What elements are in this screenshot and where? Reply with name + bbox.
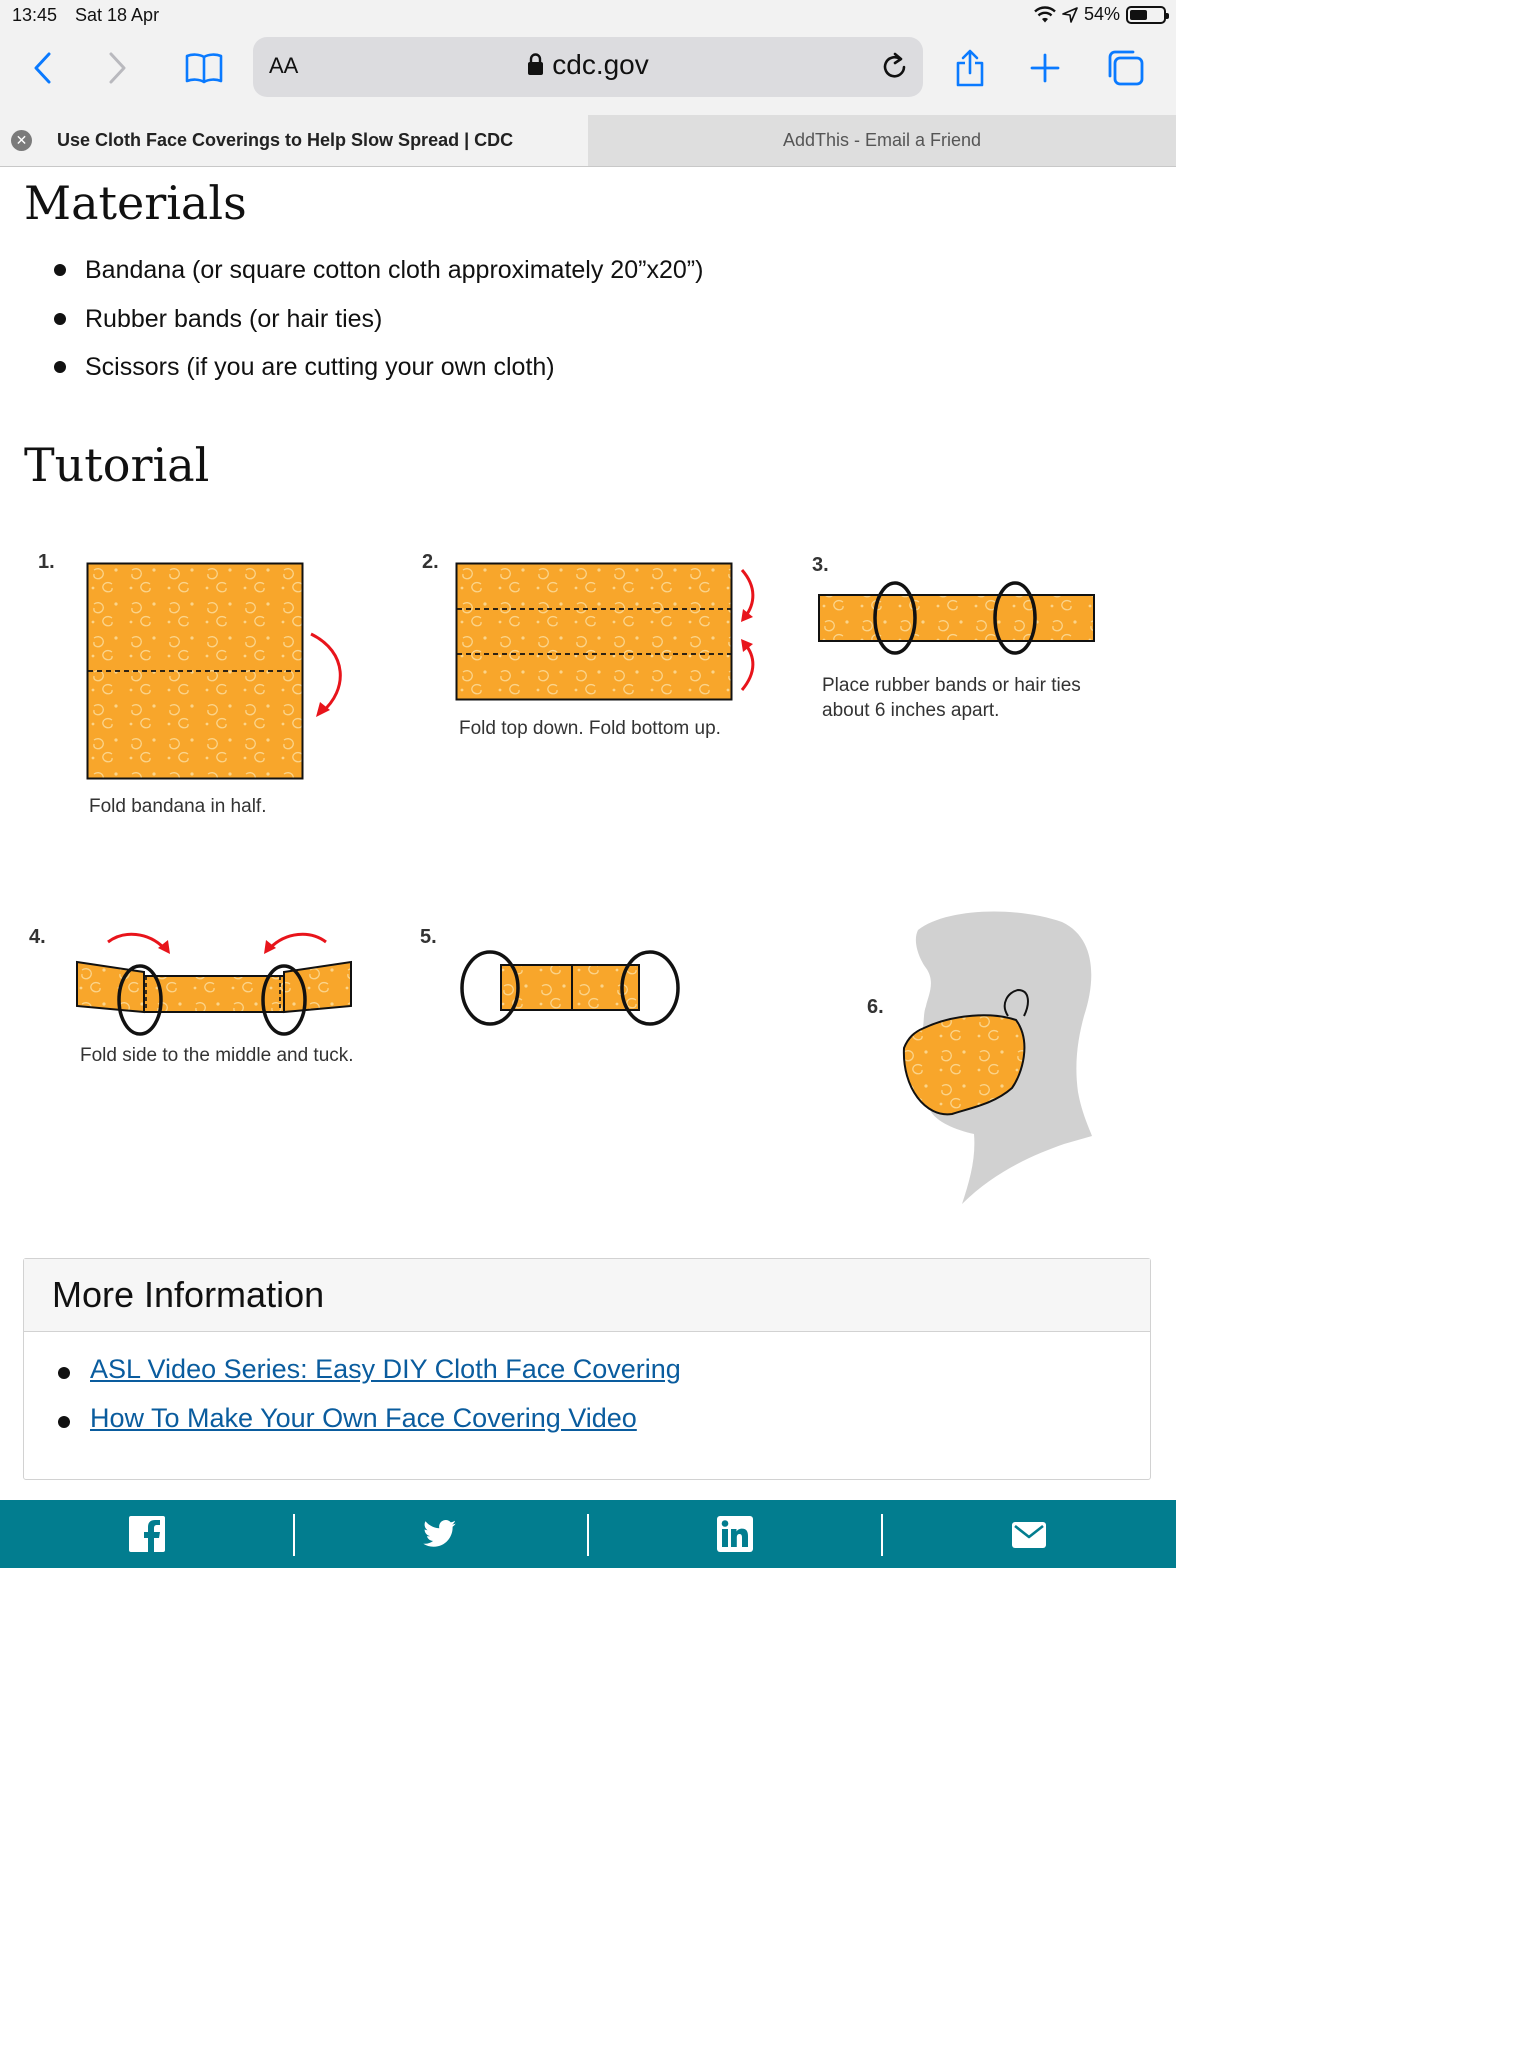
materials-list xyxy=(52,250,703,396)
arrow-head xyxy=(741,609,753,622)
email-share-button[interactable] xyxy=(1012,1522,1046,1553)
step-2-illustration xyxy=(455,562,775,704)
chevron-left-icon xyxy=(31,51,53,85)
step-1-caption: Fold bandana in half. xyxy=(89,796,267,817)
tab-bar xyxy=(0,115,1176,167)
step-5-illustration xyxy=(458,944,682,1030)
reload-icon xyxy=(881,51,909,81)
bandana-rectangle xyxy=(457,564,732,700)
share-icon xyxy=(954,48,986,88)
battery-icon xyxy=(1126,6,1166,24)
step-1-number: 1. xyxy=(38,551,55,573)
left-flap xyxy=(77,962,144,1012)
plus-icon xyxy=(1029,52,1061,84)
tab-addthis[interactable] xyxy=(588,115,1176,166)
divider xyxy=(881,1514,883,1556)
email-icon xyxy=(1012,1522,1046,1548)
step-6-illustration xyxy=(896,908,1102,1208)
step-2-caption: Fold top down. Fold bottom up. xyxy=(459,718,721,739)
divider xyxy=(293,1514,295,1556)
share-bar xyxy=(0,1500,1176,1568)
close-icon: ✕ xyxy=(15,132,28,148)
twitter-icon xyxy=(423,1520,457,1548)
list-item: Rubber bands (or hair ties) xyxy=(52,299,703,348)
lock-icon xyxy=(527,52,544,76)
reload-button[interactable] xyxy=(881,51,909,86)
step-3-illustration xyxy=(817,580,1099,660)
battery-percent: 54% xyxy=(1083,4,1120,24)
folded-mask xyxy=(501,965,639,1010)
folded-strip xyxy=(819,595,1094,641)
more-information-panel xyxy=(23,1258,1151,1480)
share-button[interactable] xyxy=(945,48,995,88)
book-icon xyxy=(185,52,223,84)
list-item: Bandana (or square cotton cloth approximately 20”x20”) xyxy=(52,250,703,299)
text-size-button[interactable]: AA xyxy=(269,53,299,78)
fold-left-arrow-icon xyxy=(270,934,326,948)
address-bar[interactable] xyxy=(253,37,923,97)
arrow-head xyxy=(264,940,276,954)
tab-title-inactive: AddThis - Email a Friend xyxy=(782,130,982,150)
url-text: cdc.gov xyxy=(552,49,649,80)
tabs-icon xyxy=(1105,49,1145,87)
bookmarks-button[interactable] xyxy=(179,48,229,88)
list-item xyxy=(56,1403,681,1452)
tutorial-heading: Tutorial xyxy=(24,438,210,492)
step-3-caption xyxy=(822,673,1081,723)
asl-video-link[interactable]: ASL Video Series: Easy DIY Cloth Face Covering xyxy=(90,1354,681,1384)
status-date: Sat 18 Apr xyxy=(75,5,160,25)
linkedin-icon xyxy=(717,1516,753,1552)
status-indicators xyxy=(1034,4,1166,25)
step-2-number: 2. xyxy=(422,551,439,573)
facebook-icon xyxy=(129,1516,165,1552)
tabs-overview-button[interactable] xyxy=(1100,48,1150,88)
step-4-illustration xyxy=(74,928,358,1040)
step-4-number: 4. xyxy=(29,926,46,948)
more-information-header xyxy=(24,1259,1150,1332)
step-6-number: 6. xyxy=(867,996,884,1018)
step-3-caption-line-1: Place rubber bands or hair ties xyxy=(822,675,1081,696)
status-time: 13:45 xyxy=(12,5,58,25)
tab-title-active: Use Cloth Face Coverings to Help Slow Spread | CDC xyxy=(57,130,514,150)
arrow-head xyxy=(158,940,170,954)
battery-fill xyxy=(1130,10,1147,20)
step-5-number: 5. xyxy=(420,926,437,948)
new-tab-button[interactable] xyxy=(1020,48,1070,88)
chevron-right-icon xyxy=(107,51,129,85)
step-3-caption-line-2: about 6 inches apart. xyxy=(822,700,1000,721)
forward-button[interactable] xyxy=(93,48,143,88)
linkedin-share-button[interactable] xyxy=(717,1516,753,1557)
close-tab-button[interactable] xyxy=(11,130,32,151)
list-item xyxy=(56,1354,681,1403)
more-information-links xyxy=(56,1354,681,1452)
facebook-share-button[interactable] xyxy=(129,1516,165,1557)
fold-right-arrow-icon xyxy=(108,934,164,948)
fold-arrow-icon xyxy=(311,634,340,712)
wifi-icon xyxy=(1034,6,1056,24)
tab-cdc[interactable] xyxy=(0,115,588,166)
browser-toolbar xyxy=(0,30,1176,115)
more-information-title: More Information xyxy=(52,1274,325,1315)
step-3-number: 3. xyxy=(812,554,829,576)
arrow-head xyxy=(741,639,753,652)
step-4-caption: Fold side to the middle and tuck. xyxy=(80,1045,354,1066)
twitter-share-button[interactable] xyxy=(423,1520,457,1553)
address-url xyxy=(253,49,923,81)
make-covering-video-link[interactable]: How To Make Your Own Face Covering Video xyxy=(90,1403,637,1433)
materials-heading: Materials xyxy=(24,176,247,230)
location-arrow-icon xyxy=(1062,7,1078,23)
divider xyxy=(587,1514,589,1556)
back-button[interactable] xyxy=(17,48,67,88)
step-1-illustration xyxy=(86,562,356,782)
list-item: Scissors (if you are cutting your own cloth) xyxy=(52,347,703,396)
status-bar xyxy=(0,0,1176,30)
